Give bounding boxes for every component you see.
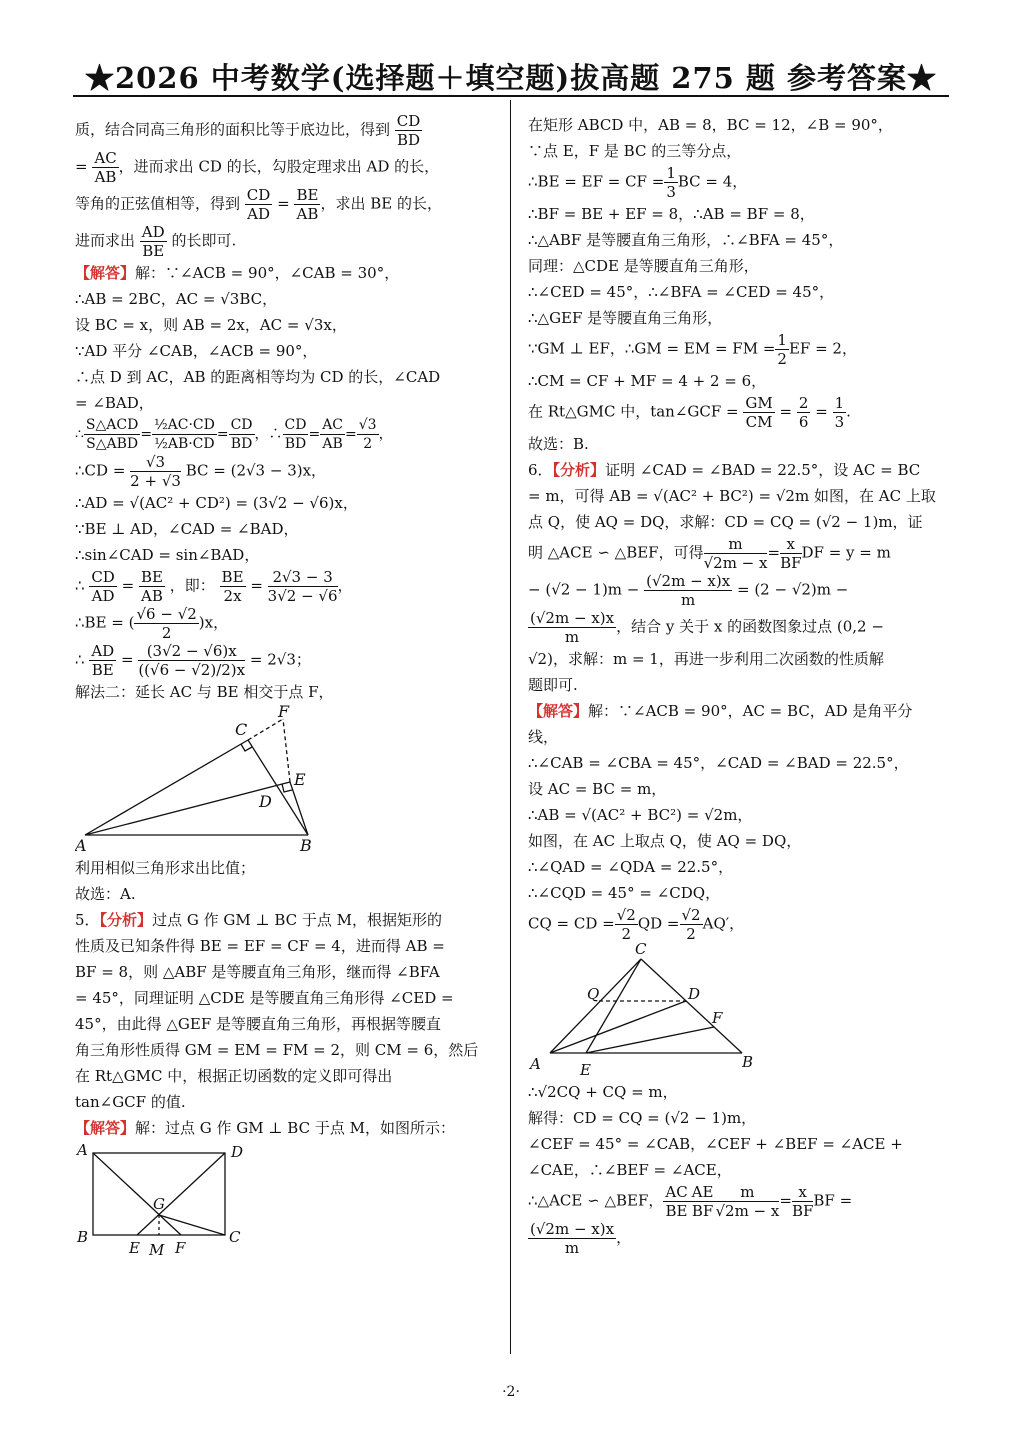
fraction: $\frac{AC}{BE}$ (665, 1183, 688, 1220)
text-line: $\frac{(√2m - x)x}{m}$ ，结合 y 关于 x 的函数图象过点 (0,2 − (530, 609, 884, 646)
text-line: ∴ $\frac{AD}{BE}$ = $\frac{(3√2 - √6)x}{((√6 - √2)/2)x}$ = 2√3； (75, 642, 311, 679)
fraction: $\frac{(√2m - x)x}{m}$ (530, 609, 615, 646)
segment-ec (586, 959, 641, 1053)
fraction: $\frac{BE}{2x}$ (221, 568, 244, 605)
text-line: ∴∠QAD = ∠QDA = 22.5°， (528, 858, 734, 876)
text-line: 【解答】解：过点 G 作 GM ⊥ BC 于点 M，如图所示： (75, 1119, 455, 1137)
label-c: C (229, 1228, 241, 1246)
label-a: A (530, 1055, 541, 1073)
text-line: ∴AD = √(AC² + CD²) = (3√2 − √6)x， (75, 494, 358, 512)
text-line: = ∠BAD， (75, 394, 154, 412)
text-line: = $\frac{AC}{AB}$ ，进而求出 CD 的长，勾股定理求出 AD 的长， (75, 149, 440, 186)
label-b: B (742, 1053, 754, 1071)
fraction: $\frac{x}{BF}$ (780, 535, 802, 572)
text-line: 【解答】解：∵∠ACB = 90°，∠CAB = 30°， (75, 264, 400, 282)
text-line: ∴AB = 2BC，AC = √3BC， (75, 290, 278, 308)
text-line: ∴∠CAB = ∠CBA = 45°，∠CAD = ∠BAD = 22.5°， (528, 754, 909, 772)
text-line: ∵点 E，F 是 BC 的三等分点， (528, 142, 742, 160)
label-f: F (175, 1239, 186, 1257)
fraction: $\frac{BE}{AB}$ (140, 568, 163, 605)
text-line: 6．【分析】证明 ∠CAD = ∠BAD = 22.5°，设 AC = BC (528, 461, 921, 479)
text-line: CQ = CD = $\frac{√2}{2}$ QD = $\frac{√2}{2}$ AQ′， (528, 906, 745, 943)
text-line: ∴BE = ( $\frac{√6 - √2}{2}$ )x， (75, 605, 229, 642)
text-line: 在矩形 ABCD 中，AB = 8，BC = 12，∠B = 90°， (528, 116, 893, 134)
text-line: = m，可得 AB = √(AC² + BC²) = √2m 如图，在 AC 上取 (528, 487, 936, 505)
analysis-tag: 【分析】 (552, 461, 606, 479)
fraction: $\frac{BE}{AB}$ (296, 186, 319, 223)
segment-ac (550, 959, 641, 1053)
right-column (528, 112, 948, 1257)
label-m: M (149, 1241, 165, 1257)
text-line: $\frac{(√2m - x)x}{m}$ ， (530, 1220, 632, 1257)
answer-tag: 【解答】 (75, 264, 136, 282)
fraction: $\frac{CD}{BD}$ (284, 417, 307, 452)
label-d: D (259, 792, 272, 811)
fraction: $\frac{1}{3}$ (666, 164, 676, 201)
fraction: $\frac{√6 - √2}{2}$ (136, 605, 197, 642)
fraction: $\frac{AE}{BF}$ (691, 1183, 714, 1220)
text-line: 明 △ACE ∽ △BEF，可得 $\frac{m}{√2m - x}$ = $\frac{x}{BF}$ DF = y = m (528, 535, 891, 572)
column-divider (510, 100, 511, 1354)
text-line: ∴sin∠CAD = sin∠BAD， (75, 546, 260, 564)
text-line: ∵GM ⊥ EF，∴GM = EM = FM = $\frac{1}{2}$ EF = 2， (528, 331, 857, 368)
text-line: 【解答】解：∵∠ACB = 90°，AC = BC，AD 是角平分 (528, 702, 913, 720)
text-line: 解得：CD = CQ = (√2 − 1)m， (528, 1109, 757, 1127)
fraction: $\frac{1}{3}$ (834, 394, 845, 431)
text-line: ∴△GEF 是等腰直角三角形， (528, 309, 723, 327)
text-line: ∴∠CED = 45°，∴∠BFA = ∠CED = 45°， (528, 283, 835, 301)
fraction: $\frac{2√3 - 3}{3√2 - √6}$ (267, 568, 338, 605)
text-line: ∴BF = BE + EF = 8，∴AB = BF = 8， (528, 205, 815, 223)
text-line: ∵AD 平分 ∠CAB，∠ACB = 90°， (75, 342, 318, 360)
text-line: − (√2 − 1)m − $\frac{(√2m - x)x}{m}$ = (2 − √2)m − (528, 572, 849, 609)
text-line: 利用相似三角形求出比值； (75, 859, 256, 877)
label-f: F (712, 1009, 723, 1027)
text-line: 解法二：延长 AC 与 BE 相交于点 F， (75, 683, 334, 701)
text-line: 角三角形性质得 GM = EM = FM = 2，则 CM = 6，然后 (75, 1041, 479, 1059)
text-line: ∴ $\frac{\text{S△ACD}}{\text{S△ABD}}$ = $\frac{\text{½AC·CD}}{\text{½AB·CD}}$ = $\frac{CD}{BD}$ ，∴ $\frac{CD}{BD}$ = $\frac{AC}{AB}$ = $\frac{√3}{2}$ ， (75, 417, 393, 452)
label-g: G (153, 1195, 165, 1213)
text-line: 进而求出 $\frac{AD}{BE}$ 的长即可. (75, 223, 237, 260)
text-line: √2)，求解：m = 1，再进一步利用二次函数的性质解 (528, 650, 884, 668)
segment-cf-dashed (248, 719, 283, 740)
text-line: 在 Rt△GMC 中，根据正切函数的定义即可得出 (75, 1067, 393, 1085)
fraction: $\frac{√2}{2}$ (616, 906, 636, 943)
figure-isosceles-right-triangle (528, 943, 768, 1079)
label-d: D (688, 985, 701, 1003)
segment-ac (85, 740, 248, 835)
answer-tag: 【解答】 (75, 1119, 136, 1137)
fraction: $\frac{(√2m - x)x}{m}$ (530, 1220, 615, 1257)
label-e: E (580, 1061, 591, 1079)
fraction: $\frac{AC}{AB}$ (322, 417, 344, 452)
fraction: $\frac{CD}{BD}$ (230, 417, 253, 452)
text-line: 质，结合同高三角形的面积比等于底边比，得到 $\frac{CD}{BD}$ (75, 112, 421, 149)
segment-be (290, 782, 308, 835)
fraction: $\frac{(√2m - x)x}{m}$ (646, 572, 731, 609)
text-line: ∴CM = CF + MF = 4 + 2 = 6， (528, 372, 767, 390)
label-a: A (75, 836, 87, 855)
text-line: ∴点 D 到 AC，AB 的距离相等均为 CD 的长，∠CAD (75, 368, 441, 386)
text-line: 点 Q，使 AQ = DQ，求解：CD = CQ = (√2 − 1)m，证 (528, 513, 923, 531)
analysis-tag: 【分析】 (99, 911, 153, 929)
figure-triangle-extension (75, 705, 325, 855)
text-line: ∴BE = EF = CF = $\frac{1}{3}$ BC = 4， (528, 164, 748, 201)
page-title: ★2026 中考数学(选择题＋填空题)拔高题 275 题 参考答案★ (84, 61, 938, 95)
label-q: Q (587, 985, 600, 1003)
fraction: $\frac{√3}{2}$ (358, 417, 377, 452)
fraction: $\frac{√2}{2}$ (681, 906, 701, 943)
label-e: E (129, 1239, 140, 1257)
fraction: $\frac{2}{6}$ (798, 394, 809, 431)
label-f: F (278, 705, 290, 721)
text-line: ∴ $\frac{CD}{AD}$ = $\frac{BE}{AB}$ ，即： $\frac{BE}{2x}$ = $\frac{2√3 - 3}{3√2 - √6}$ ， (75, 568, 353, 605)
answer-tag: 【解答】 (528, 702, 589, 720)
text-line: 设 BC = x，则 AB = 2x，AC = √3x， (75, 316, 347, 334)
fraction: $\frac{\text{S△ACD}}{\text{S△ABD}}$ (85, 417, 139, 452)
fraction: $\frac{m}{√2m - x}$ (715, 1183, 780, 1220)
label-d: D (231, 1143, 244, 1161)
label-e: E (294, 770, 306, 789)
label-a: A (77, 1141, 88, 1159)
text-line: 故选：B. (528, 435, 589, 453)
text-line: ∴△ACE ∽ △BEF， $\frac{AC}{BE}$ $\frac{AE}{BF}$ $\frac{m}{√2m - x}$ = $\frac{x}{BF}$ BF = (528, 1183, 853, 1220)
fraction: $\frac{CD}{AD}$ (246, 186, 271, 223)
text-line: = 45°，同理证明 △CDE 是等腰直角三角形得 ∠CED = (75, 989, 454, 1007)
text-line: ∴CD = $\frac{√3}{2 + √3}$ BC = (2√3 − 3)x， (75, 453, 327, 490)
text-line: ∠CEF = 45° = ∠CAB，∠CEF + ∠BEF = ∠ACE + (528, 1135, 903, 1153)
fraction: $\frac{CD}{BD}$ (396, 112, 421, 149)
text-line: ∴△ABF 是等腰直角三角形，∴∠BFA = 45°， (528, 231, 844, 249)
label-c: C (235, 720, 248, 739)
segment-af (93, 1153, 181, 1235)
text-line: 等角的正弦值相等，得到 $\frac{CD}{AD}$ = $\frac{BE}{AB}$ ，求出 BE 的长， (75, 186, 442, 223)
segment-ad (550, 1001, 686, 1053)
text-line: 设 AC = BC = m， (528, 780, 667, 798)
text-line: 线， (528, 728, 559, 746)
text-line: ∴√2CQ + CQ = m， (528, 1083, 678, 1101)
text-line: 如图，在 AC 上取点 Q，使 AQ = DQ， (528, 832, 802, 850)
fraction: $\frac{AC}{AB}$ (94, 149, 117, 186)
text-line: BF = 8，则 △ABF 是等腰直角三角形，继而得 ∠BFA (75, 963, 440, 981)
text-line: 性质及已知条件得 BE = EF = CF = 4，进而得 AB = (75, 937, 445, 955)
fraction: $\frac{1}{2}$ (777, 331, 787, 368)
title-rule (73, 95, 949, 97)
fraction: $\frac{m}{√2m - x}$ (703, 535, 768, 572)
fraction: $\frac{GM}{CM}$ (745, 394, 773, 431)
text-line: 题即可. (528, 676, 578, 694)
fraction: $\frac{x}{BF}$ (791, 1183, 814, 1220)
left-column (75, 112, 495, 1257)
text-line: 同理：△CDE 是等腰直角三角形， (528, 257, 759, 275)
text-line: ∴∠CQD = 45° = ∠CDQ， (528, 884, 721, 902)
text-line: tan∠GCF 的值. (75, 1093, 186, 1111)
label-c: C (635, 943, 647, 958)
label-b: B (300, 836, 312, 855)
text-line: ∠CAE，∴∠BEF = ∠ACE， (528, 1161, 732, 1179)
fraction: $\frac{\text{½AC·CD}}{\text{½AB·CD}}$ (154, 417, 215, 452)
segment-ef (586, 1027, 714, 1053)
text-line: 45°，由此得 △GEF 是等腰直角三角形，再根据等腰直 (75, 1015, 442, 1033)
fraction: $\frac{√3}{2 + √3}$ (130, 453, 181, 490)
fraction: $\frac{(3√2 - √6)x}{((√6 - √2)/2)x}$ (138, 642, 246, 679)
right-angle-mark (241, 744, 252, 751)
text-line: 5．【分析】过点 G 作 GM ⊥ BC 于点 M，根据矩形的 (75, 911, 443, 929)
figure-rectangle (75, 1141, 275, 1257)
segment-gc (159, 1215, 225, 1235)
text-line: ∴AB = √(AC² + BC²) = √2m， (528, 806, 753, 824)
fraction: $\frac{AD}{BE}$ (141, 223, 165, 260)
text-line: 故选：A. (75, 885, 136, 903)
segment-de (137, 1153, 225, 1235)
fraction: $\frac{CD}{AD}$ (91, 568, 115, 605)
page-number: ·2· (502, 1384, 520, 1400)
label-b: B (77, 1228, 89, 1246)
text-line: ∵BE ⊥ AD，∠CAD = ∠BAD， (75, 520, 299, 538)
text-line: 在 Rt△GMC 中，tan∠GCF = $\frac{GM}{CM}$ = $\frac{2}{6}$ = $\frac{1}{3}$ . (528, 394, 851, 431)
segment-ef-dashed (283, 719, 290, 782)
fraction: $\frac{AD}{BE}$ (91, 642, 115, 679)
